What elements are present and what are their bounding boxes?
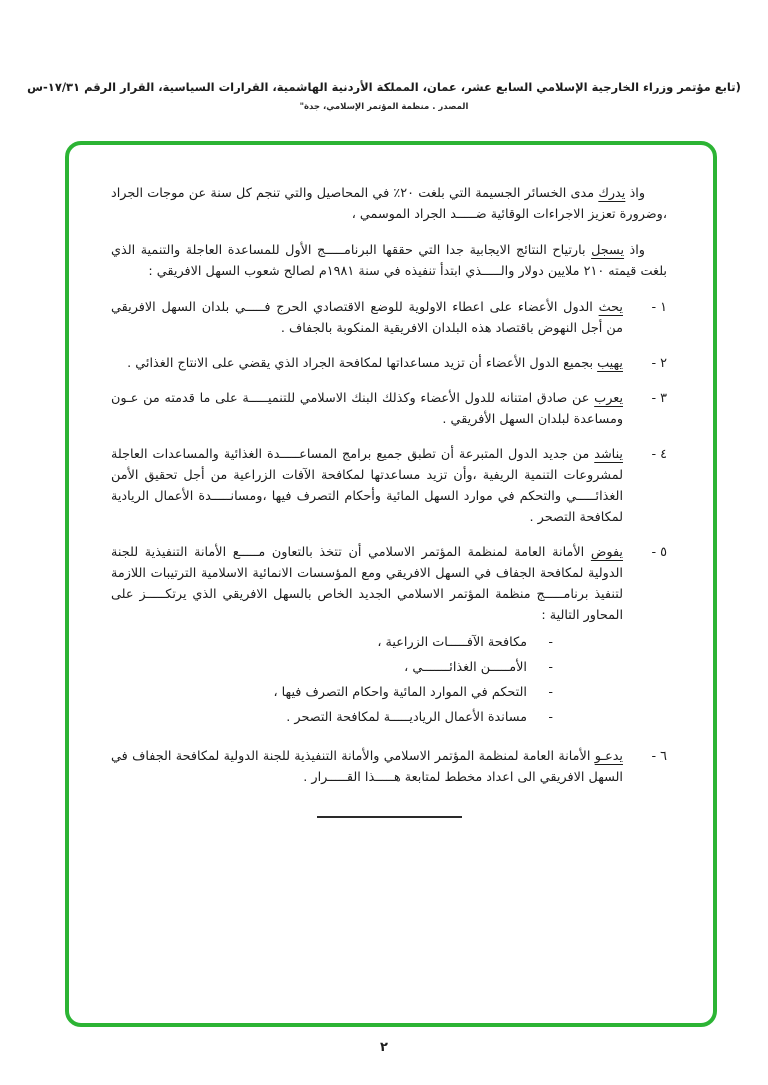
item-lead: يهيب [597, 356, 623, 371]
preamble-paragraph [111, 240, 667, 282]
item-lead: يناشد [594, 447, 623, 462]
resolution-item [111, 746, 667, 788]
preamble-lead: يدرك [598, 186, 626, 201]
sub-item [111, 657, 553, 678]
item-rest: الدول الأعضاء على اعطاء الاولوية للوضع الاقتصادي الحرج فـــــي بلدان السهل الافريقي من أجل النهوض باقتصاد هذه البلدان الافريقية المنكوبة بالجفاف . [111, 300, 623, 336]
item-number: ٢ - [651, 356, 667, 371]
document-frame [65, 141, 717, 1027]
sub-item-dash: - [548, 660, 553, 675]
resolution-item [111, 353, 667, 374]
sub-item [111, 707, 553, 728]
item-rest: الأمانة العامة لمنظمة المؤتمر الاسلامي أن تتخذ بالتعاون مـــــع الأمانة التنفيذية للجنة الدولية لمكافحة الجفاف في السهل الافريقي ومع المؤسسات الانمائية الاسلامية الترتيبات اللازمة لتنفيذ برنامـــــج منظمة المؤتمر الاسلامي الجديد الخاص بالسهل الافريقي الذي يرتكـــــز على المحاور التالية : [111, 545, 623, 623]
item-lead: يعرب [594, 391, 623, 406]
item-number: ٦ - [651, 749, 667, 764]
item-lead: يدعـو [594, 749, 623, 764]
item-number: ٣ - [651, 391, 667, 406]
item-rest: بجميع الدول الأعضاء أن تزيد مساعداتها لمكافحة الجراد الذي يقضي على الانتاج الغذائي . [127, 356, 594, 371]
item-number: ٥ - [651, 545, 667, 560]
sub-item-dash: - [548, 685, 553, 700]
item-rest: من جديد الدول المتبرعة أن تطبق جميع برامج المساعـــــدة الغذائية والمساعدات العاجلة لمشروعات التنمية الريفية ،وأن تزيد مساعدتها لمكافحة الآفات الزراعية من أجل تحقيق الأمن الغذائـــــي والتحكم في موارد السهل المائية وأحكام التصرف فيها ،ومسانـــــدة الأعمال الريادية لمكافحة التصحر . [111, 447, 623, 525]
item-lead: يفوض [590, 545, 623, 560]
preamble-paragraph [111, 183, 667, 225]
item-number: ٤ - [651, 447, 667, 462]
sub-item [111, 632, 553, 653]
sub-item [111, 682, 553, 703]
sub-item-text: مكافحة الآفـــــات الزراعية ، [377, 635, 527, 650]
item-text [111, 542, 623, 732]
resolution-item [111, 542, 667, 732]
preamble-lead: يسجل [591, 243, 625, 258]
item-lead: يحث [598, 300, 623, 315]
item-rest: عن صادق امتنانه للدول الأعضاء وكذلك البنك الاسلامي للتنميـــــة على ما قدمته من عـون ومساعدة لبلدان السهل الأفريقي . [111, 391, 623, 427]
preamble-intro: واذ [629, 186, 645, 201]
resolution-item [111, 297, 667, 339]
separator-line [317, 816, 462, 818]
item-text [111, 444, 623, 528]
item-rest: الأمانة العامة لمنظمة المؤتمر الاسلامي والأمانة التنفيذية للجنة الدولية لمكافحة الجفاف في السهل الافريقي الى اعداد مخطط لمتابعة هـــــذا القـــــرار . [111, 749, 623, 785]
resolution-item [111, 444, 667, 528]
sub-item-list [111, 632, 553, 728]
sub-item-dash: - [548, 710, 553, 725]
sub-item-dash: - [548, 635, 553, 650]
preamble-text: مدى الخسائر الجسيمة التي بلغت ٢٠٪ في المحاصيل والتي تنجم كل سنة عن موجات الجراد ،وضرورة تعزيز الاجراءات الوقائية ضـــــد الجراد الموسمي ، [111, 186, 667, 222]
sub-item-text: التحكم في الموارد المائية واحكام التصرف فيها ، [273, 685, 527, 700]
sub-item-text: مساندة الأعمال الرياديـــــة لمكافحة التصحر . [286, 710, 527, 725]
document-body [111, 183, 667, 818]
page-header-title: (تابع مؤتمر وزراء الخارجية الإسلامي السابع عشر، عمان، المملكة الأردنية الهاشمية، القرارات السياسية، القرار الرقم ١٧/٣١-س [27, 80, 741, 94]
item-text [111, 388, 623, 430]
preamble-intro: واذ [629, 243, 645, 258]
source-line: المصدر . منظمة المؤتمر الإسلامي، جدة" [299, 102, 469, 112]
item-text [111, 297, 623, 339]
item-number: ١ - [651, 300, 667, 315]
resolution-item [111, 388, 667, 430]
preamble-text: بارتياح النتائج الايجابية جدا التي حققها البرنامـــــج الأول للمساعدة العاجلة والتنمية الذي بلغت قيمته ٢١٠ ملايين دولار والـــــذي ابتدأ تنفيذه في سنة ١٩٨١م لصالح شعوب السهل الافريقي : [111, 243, 667, 279]
sub-item-text: الأمـــــن الغذائـــــــي ، [404, 660, 527, 675]
item-text [111, 353, 623, 374]
item-text [111, 746, 623, 788]
page-number: ٢ [380, 1040, 388, 1055]
